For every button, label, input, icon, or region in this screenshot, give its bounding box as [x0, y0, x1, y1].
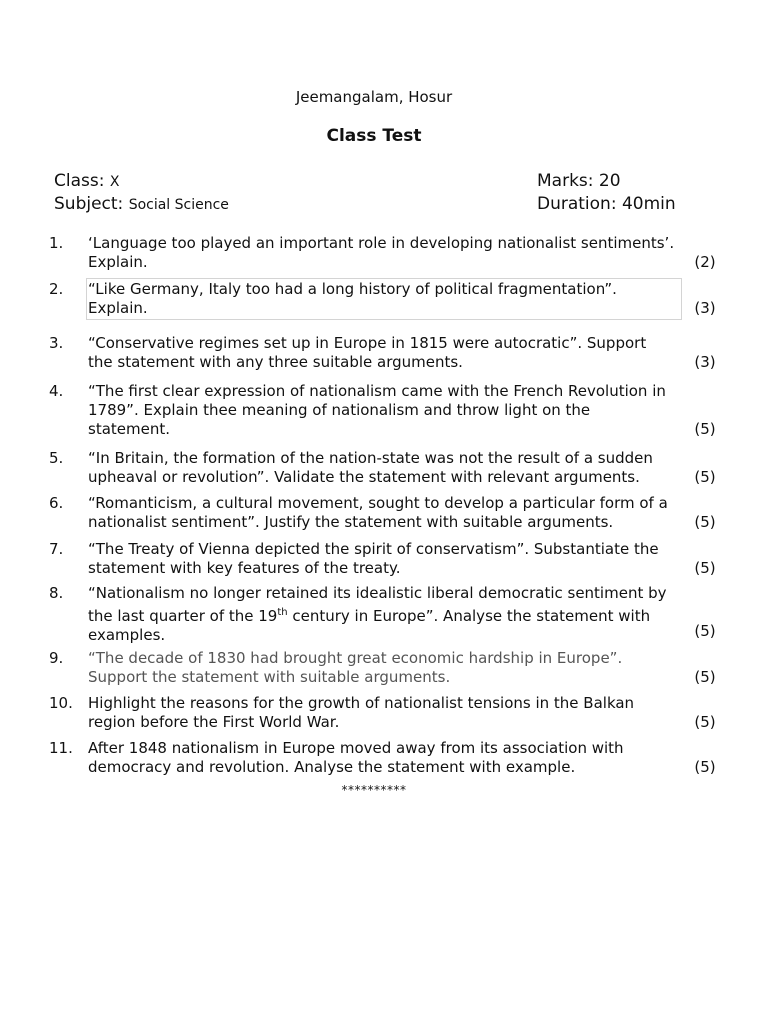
question-marks: (5) [694, 758, 716, 776]
duration-value: 40min [621, 194, 676, 214]
question-number: 2. [49, 280, 64, 298]
question-text [88, 584, 680, 645]
question-marks: (5) [694, 668, 716, 686]
question-marks: (5) [694, 468, 716, 486]
question-number: 7. [49, 540, 64, 558]
duration-label: Duration: [537, 194, 617, 214]
question-text-part: century in Europe”. Analyse the statement with examples. [88, 607, 651, 644]
question-marks: (3) [694, 353, 716, 371]
question-marks: (5) [694, 513, 716, 531]
question-number: 5. [49, 449, 64, 467]
school-name: Jeemangalam, Hosur [295, 88, 453, 106]
question-text: ‘Language too played an important role in developing nationalist sentiments’. Explain. [88, 234, 675, 271]
subject-label: Subject: [54, 194, 124, 214]
marks-value: 20 [598, 171, 621, 191]
question-marks: (5) [694, 713, 716, 731]
class-label: Class: [54, 171, 105, 191]
question-text: “In Britain, the formation of the nation-state was not the result of a sudden upheaval or revolution”. Validate the statement with relevant arguments. [88, 449, 653, 486]
question-number: 3. [49, 334, 64, 352]
question-number: 1. [49, 234, 64, 252]
question-number: 9. [49, 649, 64, 667]
question-number: 4. [49, 382, 64, 400]
subject-line [54, 194, 229, 214]
class-line [54, 171, 119, 191]
marks-label: Marks: [537, 171, 594, 191]
marks-line [537, 171, 621, 191]
subject-value: Social Science [128, 197, 229, 213]
duration-line [537, 194, 676, 214]
question-number: 10. [49, 694, 73, 712]
question-text: “Like Germany, Italy too had a long history of political fragmentation”. Explain. [88, 280, 680, 318]
question-marks: (5) [694, 622, 716, 640]
class-value: X [109, 174, 120, 190]
question-number: 8. [49, 584, 64, 602]
question-text: “The decade of 1830 had brought great economic hardship in Europe”. Support the statement with suitable arguments. [88, 649, 623, 686]
question-marks: (2) [694, 253, 716, 271]
question-marks: (5) [694, 420, 716, 438]
question-text: “The Treaty of Vienna depicted the spirit of conservatism”. Substantiate the statement with key features of the treaty. [88, 540, 659, 577]
question-text: After 1848 nationalism in Europe moved away from its association with democracy and revolution. Analyse the statement with example. [88, 739, 624, 776]
question-text: “The first clear expression of nationalism came with the French Revolution in 1789”. Explain thee meaning of nationalism and throw light on the statement. [88, 382, 666, 438]
question-marks: (5) [694, 559, 716, 577]
question-text: “Romanticism, a cultural movement, sought to develop a particular form of a nationalist sentiment”. Justify the statement with suitable arguments. [88, 494, 668, 531]
question-number: 11. [49, 739, 73, 757]
superscript: th [277, 607, 288, 618]
page-title: Class Test [326, 126, 422, 146]
question-text-part: “Nationalism no longer retained its idealistic liberal democratic sentiment by the last quarter of the 19 [88, 584, 667, 625]
end-marker: ********** [341, 783, 407, 797]
question-number: 6. [49, 494, 64, 512]
question-text: “Conservative regimes set up in Europe in 1815 were autocratic”. Support the statement with any three suitable arguments. [88, 334, 647, 371]
question-marks: (3) [694, 299, 716, 317]
question-text: Highlight the reasons for the growth of nationalist tensions in the Balkan region before the First World War. [88, 694, 635, 731]
